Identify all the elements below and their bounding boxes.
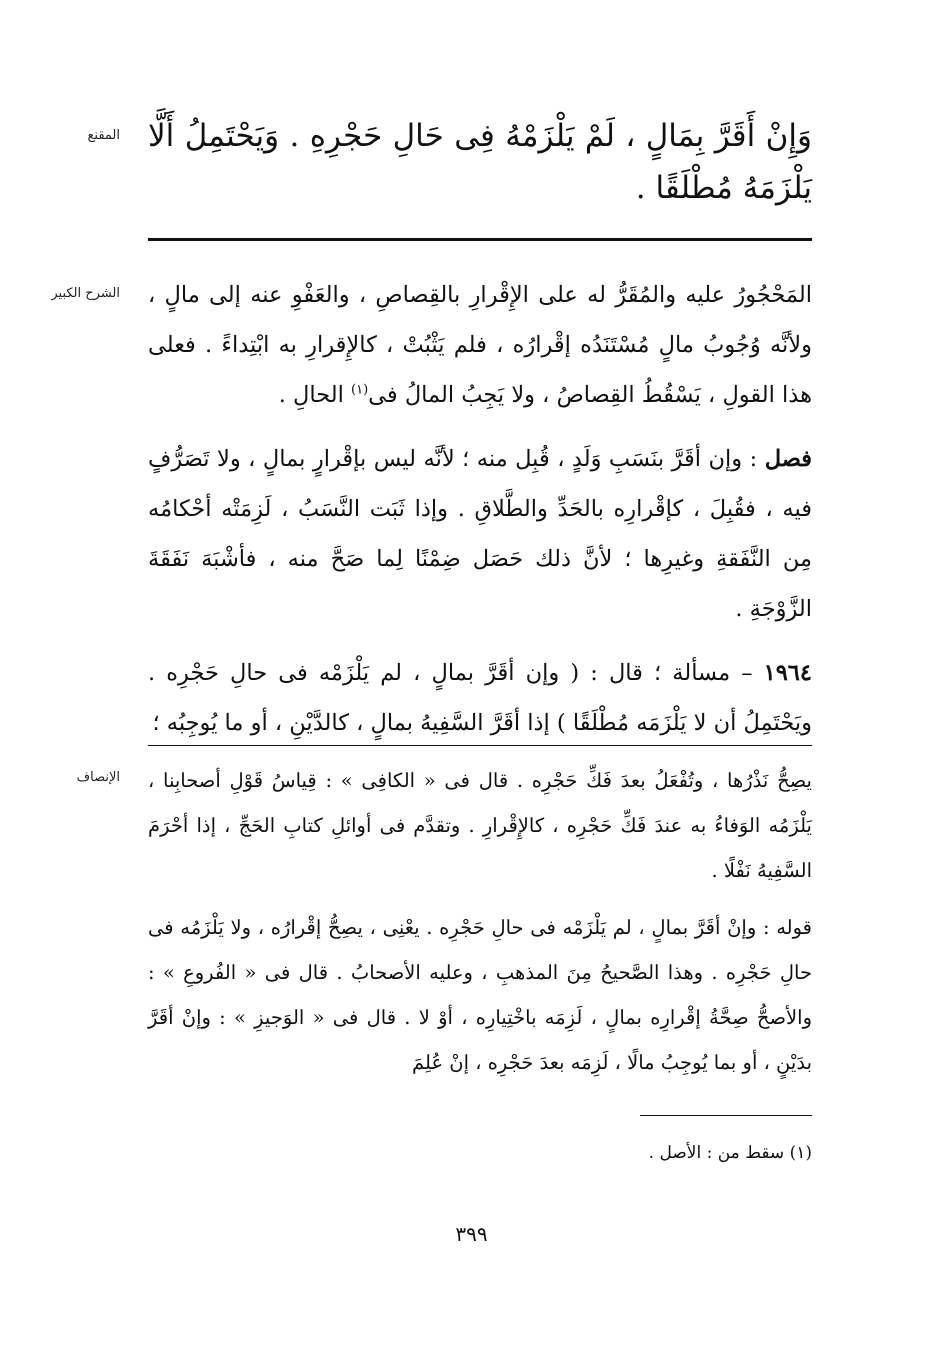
section-divider-thick: [148, 238, 812, 241]
sharh-paragraph-2: [148, 434, 812, 634]
sharh-paragraph-2-text: : وإن أقَرَّ بنَسَبِ وَلَدٍ ، قُبِل منه ؛ لأنَّه ليس بإقْرارٍ بمالٍ ، ولا تَصَرُّفٍ فيه ، فقُبِلَ ، كإقْرارِه بالحَدِّ والطَّلاقِ . وإذا ثَبَت النَّسَبُ ، لَزِمَتْه أحْكامُه مِن النَّفَقةِ وغيرِها ؛ لأنَّ ذلك حَصَل ضِمْنًا لِما صَحَّ منه ، فأشْبَهَ نَفَقَةَ الزَّوْجَةِ .: [148, 446, 812, 622]
muqni-side-label: المقنع: [87, 128, 120, 143]
masala-number: ١٩٦٤: [763, 660, 812, 686]
muqni-paragraph: وَإِنْ أَقَرَّ بِمَالٍ ، لَمْ يَلْزَمْهُ فِى حَالِ حَجْرِهِ . وَيَحْتَمِلُ أَلَّا يَلْزَمَهُ مُطْلَقًا .: [148, 118, 812, 206]
footnote: (١) سقط من : الأصل .: [648, 1143, 812, 1163]
muqni-text-block: [148, 110, 812, 214]
footnote-divider: [640, 1115, 812, 1116]
sharh-paragraph-1: [148, 270, 812, 420]
sharh-paragraph-3: [148, 648, 812, 748]
insaf-paragraph-2: قوله : وإنْ أقَرَّ بمالٍ ، لم يَلْزَمْه فى حالِ حَجْرِه . يعْنِى ، يصِحُّ إقْرارُه ، ولا يَلْزَمُه فى حالِ حَجْرِه . وهذا الصَّحيحُ مِنَ المذهبِ ، وعليه الأصحابُ . قال فى « الفُروعِ » : والأصحُّ صِحَّةُ إقْرارِه بمالٍ ، لَزِمَه باخْتِيارِه ، أوْ لا . قال فى « الوَجيزِ » : وإنْ أقَرَّ بدَيْنٍ ، أو بما يُوجِبُ مالًا ، لَزِمَه بعدَ حَجْرِه ، إنْ عُلِمَ: [148, 916, 812, 1074]
sharh-text-block: [148, 270, 812, 748]
section-divider-thin: [148, 745, 812, 746]
sharh-paragraph-1-end: الحالِ .: [278, 382, 344, 408]
page-number: ٣٩٩: [455, 1222, 488, 1246]
insaf-text-block: [148, 758, 812, 1085]
footnote-reference: (١): [351, 382, 369, 398]
sharh-paragraph-3-text: – مسألة ؛ قال : ( وإن أقَرَّ بمالٍ ، لم يَلْزَمْه فى حالِ حَجْرِه . ويَحْتَمِلُ أن لا يَلْزَمَه مُطْلَقًا ) إذا أقَرَّ السَّفِيهُ بمالٍ ، كالدَّيْنِ ، أو ما يُوجِبُه ؛: [148, 660, 812, 736]
sharh-paragraph-1-text: المَحْجُورُ عليه والمُقَرُّ له على الإِقْرارِ بالقِصاصِ ، والعَفْوِ عنه إلى مالٍ ، ولأنَّه وُجُوبُ مالٍ مُسْتَنَدُه إقْرارُه ، فلم يَثْبُتْ ، كالإِقرارِ به ابْتِداءً . فعلى هذا القولِ ، يَسْقُطُ القِصاصُ ، ولا يَجِبُ المالُ فى: [148, 282, 812, 408]
fasl-heading: فصل: [764, 446, 812, 472]
insaf-paragraph-1: يصِحُّ نَذْرُها ، وتُفْعَلُ بعدَ فَكِّ حَجْرِه . قال فى « الكافِى » : قِياسُ قَوْلِ أصحابِنا ، يَلْزَمُه الوَفاءُ به عندَ فَكِّ حَجْرِه ، كالإِقْرارِ . وتقدَّم فى أوائلِ كتابِ الحَجِّ ، إذا أحْرَمَ السَّفِيهُ نَفْلًا .: [148, 769, 812, 882]
insaf-side-label: الإنصاف: [76, 770, 120, 785]
sharh-side-label: الشرح الكبير: [51, 286, 120, 301]
